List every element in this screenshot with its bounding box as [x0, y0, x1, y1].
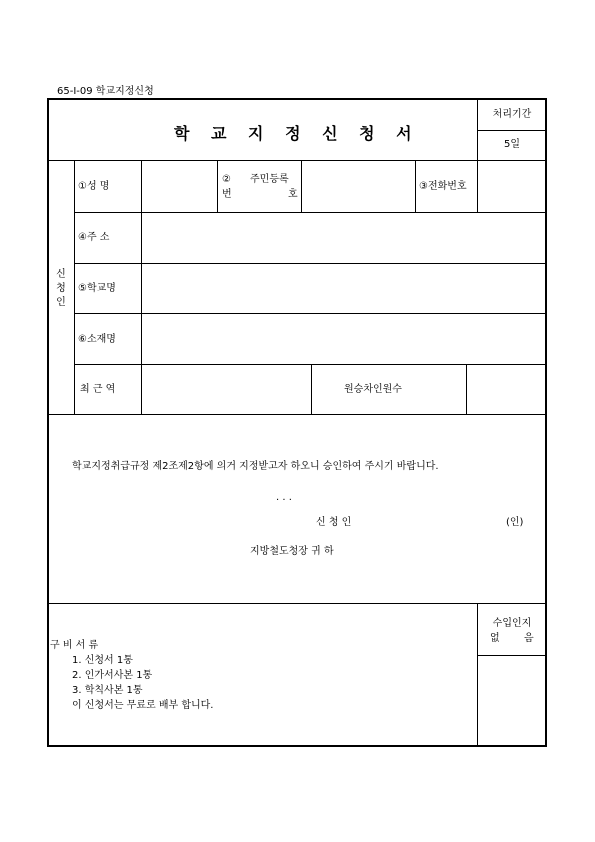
row-line-4 [74, 364, 546, 365]
attachment-item-1: 1. 신청서 1통 [72, 655, 133, 666]
address-label: ④주 소 [78, 232, 110, 243]
free-distribution-note: 이 신청서는 무료로 배부 합니다. [72, 700, 214, 711]
phone-label: ③전화번호 [419, 181, 467, 192]
applicant-char-3: 인 [56, 297, 66, 308]
rrn-number-mark: ② [222, 174, 231, 185]
row-line-1 [74, 212, 546, 213]
rrn-label-line1: 주민등록 [250, 174, 289, 185]
stamp-none-a: 없 [490, 633, 500, 644]
label-column-line [141, 160, 142, 414]
row1-divider-c [415, 160, 416, 212]
processing-period-value: 5일 [503, 139, 521, 150]
processing-divider [477, 130, 546, 131]
school-name-label: ⑤학교명 [78, 283, 116, 294]
outer-border-right [545, 98, 547, 747]
row1-divider-d [477, 160, 478, 212]
seal-mark: (인) [506, 517, 524, 528]
processing-period-label: 처리기간 [492, 109, 532, 120]
row-line-2 [74, 263, 546, 264]
row-line-3 [74, 313, 546, 314]
row1-divider-b [301, 160, 302, 212]
attachments-heading: 구 비 서 류 [50, 640, 99, 651]
applicant-char-2: 청 [56, 283, 66, 294]
attachment-item-2: 2. 인가서사본 1통 [72, 670, 153, 681]
attachment-item-3: 3. 학칙사본 1통 [72, 685, 143, 696]
stamp-none-b: 음 [524, 633, 534, 644]
rrn-label-line2-a: 번 [222, 189, 232, 200]
date-placeholder: . . . [276, 492, 292, 503]
nearest-station-label: 최 근 역 [80, 384, 116, 395]
bottom-section-line [48, 603, 546, 604]
revenue-stamp-label: 수입인지 [492, 618, 532, 629]
applicant-signature-label: 신 청 인 [316, 517, 352, 528]
row-line-5 [48, 414, 546, 415]
form-code: 65-Ⅰ-09 학교지정신청 [57, 86, 154, 97]
row5-divider-a [311, 364, 312, 414]
applicant-char-1: 신 [56, 269, 66, 280]
header-bottom-line [48, 160, 546, 161]
request-statement: 학교지정취급규정 제2조제2항에 의거 지정받고자 하오니 승인하여 주시기 바랍니다. [72, 461, 439, 472]
outer-border-bottom [47, 745, 547, 747]
name-label: ①성 명 [78, 181, 110, 192]
outer-border-left [47, 98, 49, 747]
applicant-column-line [74, 160, 75, 414]
row1-divider-a [217, 160, 218, 212]
addressee: 지방철도청장 귀 하 [250, 546, 334, 557]
outer-border-top [47, 98, 547, 100]
form-title: 학 교 지 정 신 청 서 [174, 124, 420, 143]
location-label: ⑥소재명 [78, 334, 116, 345]
applicant-group-label [54, 268, 68, 310]
rrn-label-line2-b: 호 [288, 189, 298, 200]
stamp-line [477, 655, 546, 656]
row5-divider-b [466, 364, 467, 414]
passenger-count-label: 원승차인원수 [344, 384, 402, 395]
